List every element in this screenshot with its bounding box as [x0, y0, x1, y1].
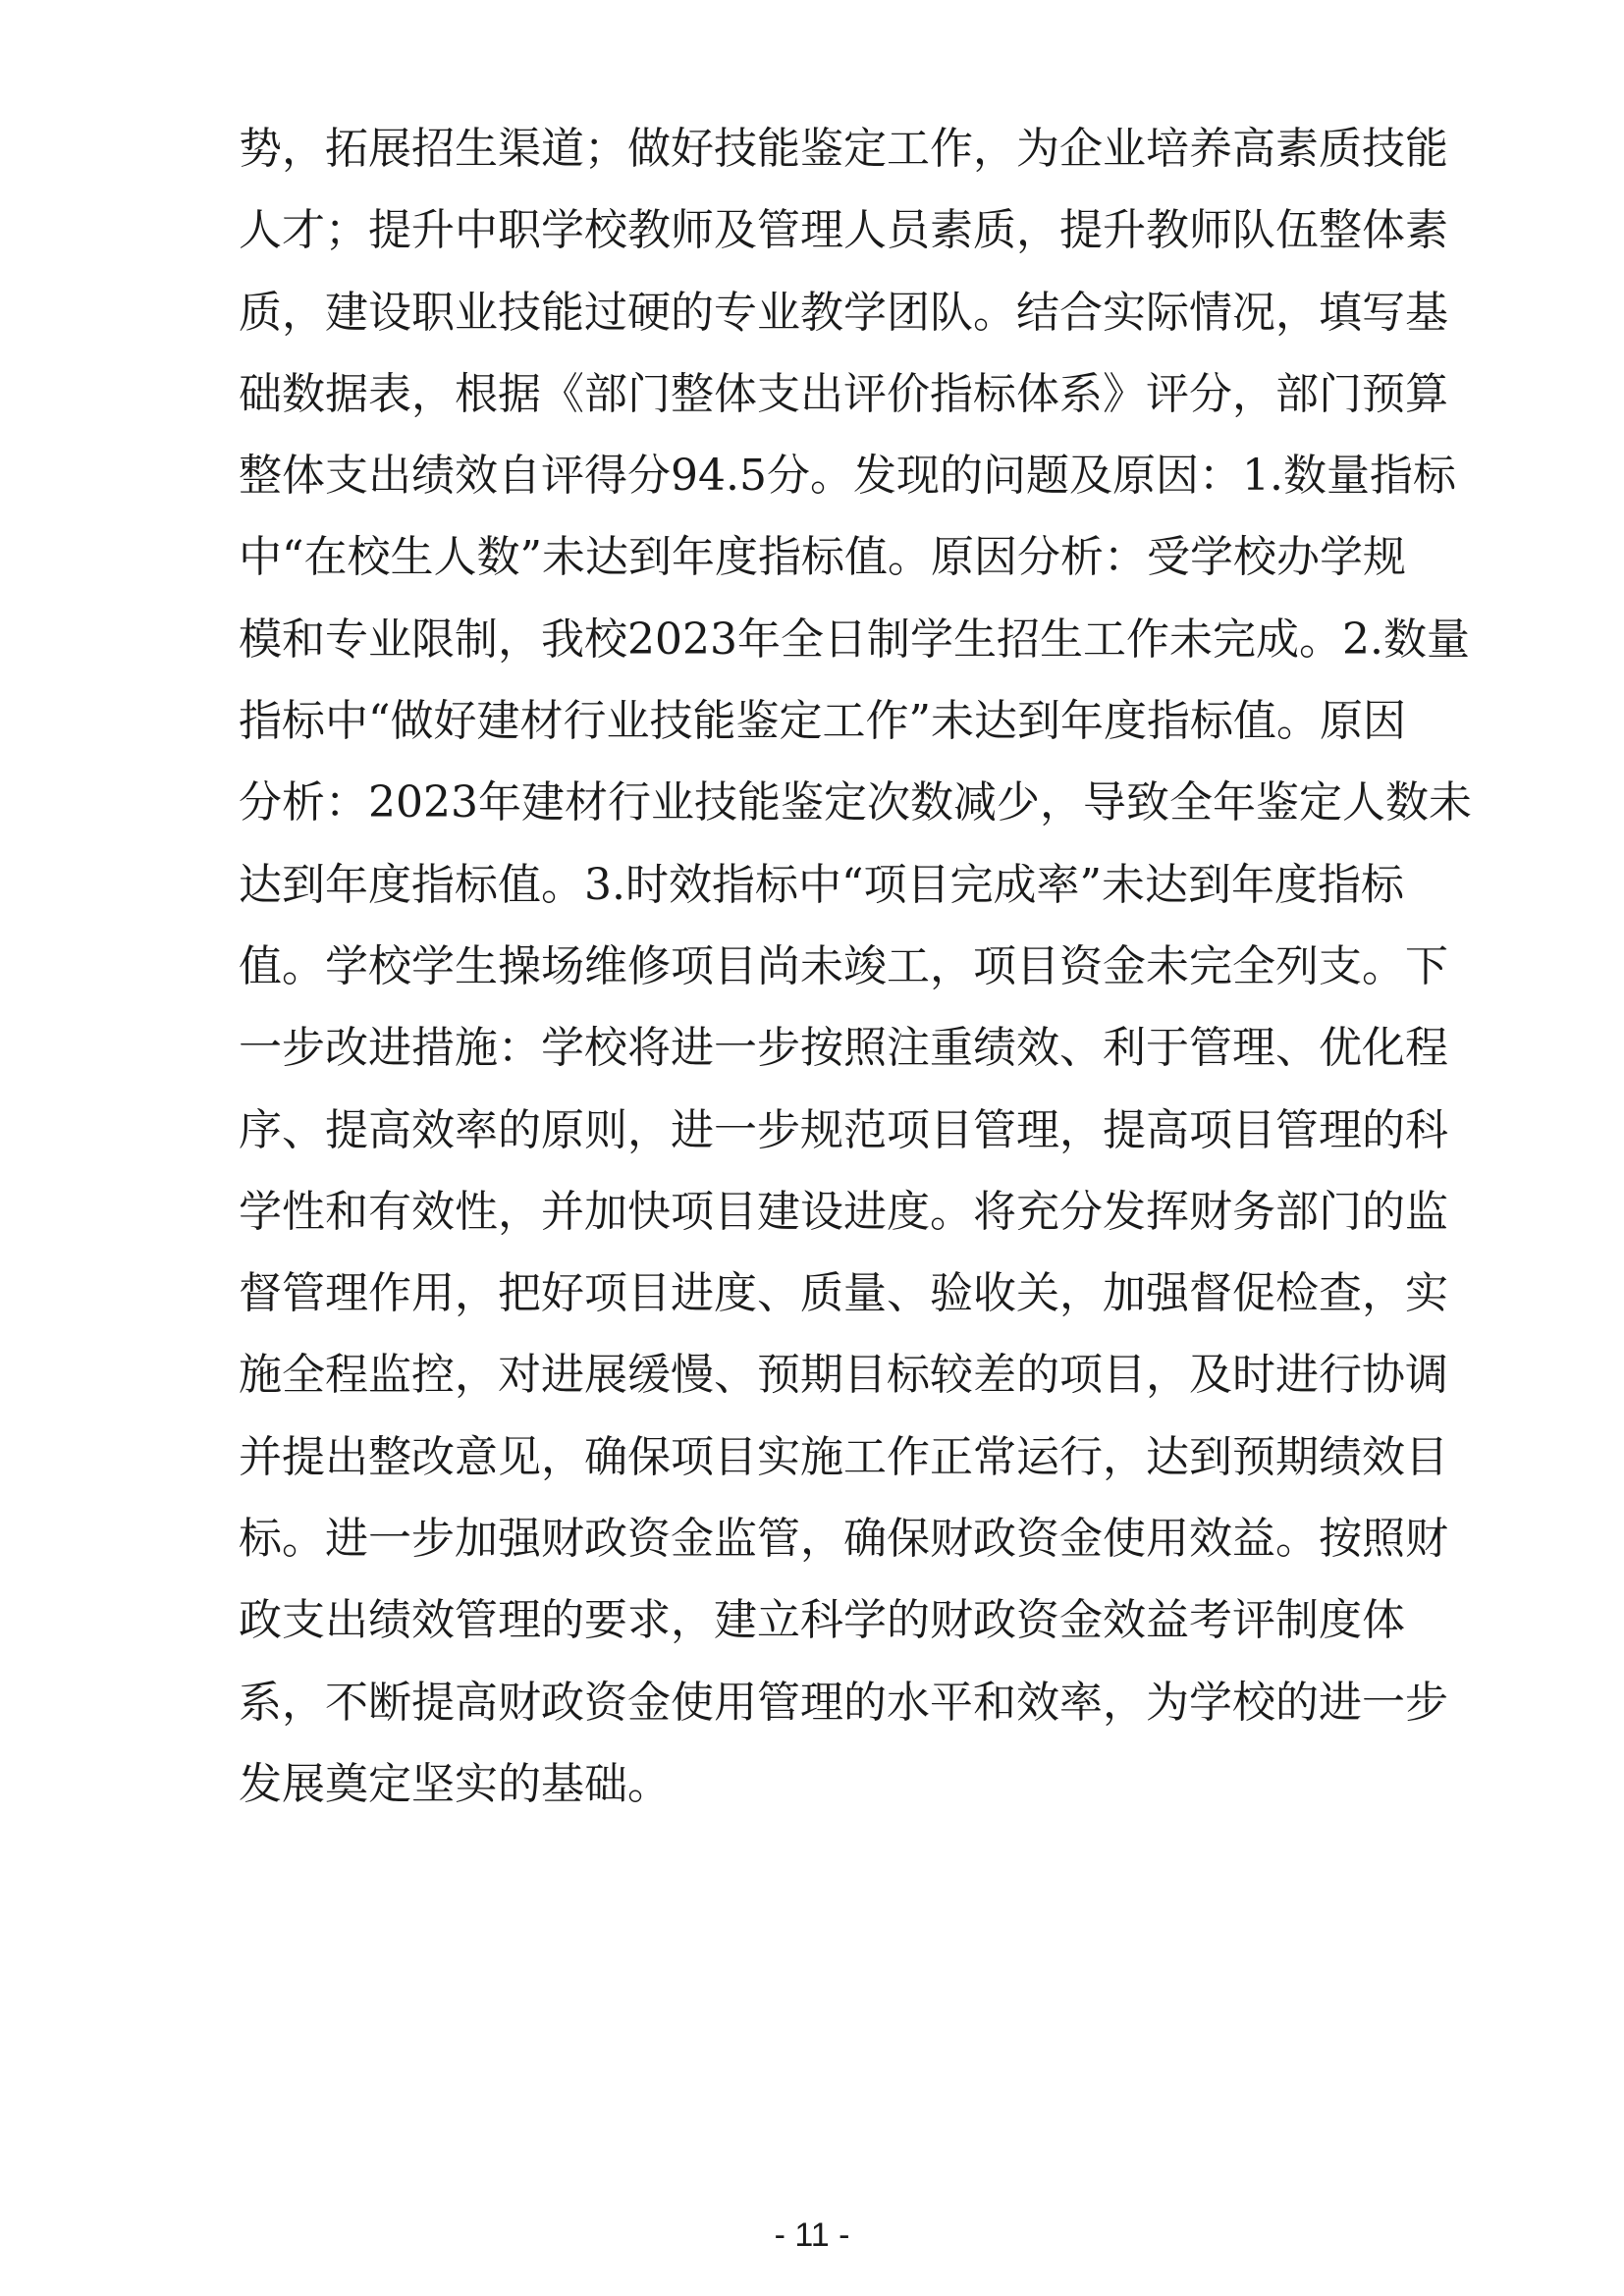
- text-line: 督管理作用，把好项目进度、质量、验收关，加强督促检查，实: [239, 1268, 1448, 1319]
- text-line: 整体支出绩效自评得分94.5分。发现的问题及原因：1.数量指标: [239, 451, 1456, 502]
- body-paragraph: [239, 108, 1472, 1825]
- text-line: 发展奠定坚实的基础。: [239, 1758, 671, 1809]
- page-number: - 11 -: [774, 2216, 850, 2254]
- text-line: 指标中“做好建材行业技能鉴定工作”未达到年度指标值。原因: [239, 696, 1406, 747]
- text-line: 值。学校学生操场维修项目尚未竣工，项目资金未完全列支。下: [239, 940, 1448, 991]
- text-line: 并提出整改意见，确保项目实施工作正常运行，达到预期绩效目: [239, 1431, 1448, 1482]
- text-line: 达到年度指标值。3.时效指标中“项目完成率”未达到年度指标: [239, 859, 1404, 910]
- text-line: 势，拓展招生渠道；做好技能鉴定工作，为企业培养高素质技能: [239, 124, 1448, 174]
- text-line: 学性和有效性，并加快项目建设进度。将充分发挥财务部门的监: [239, 1186, 1448, 1237]
- text-line: 标。进一步加强财政资金监管，确保财政资金使用效益。按照财: [239, 1514, 1448, 1565]
- text-line: 模和专业限制，我校2023年全日制学生招生工作未完成。2.数量: [239, 614, 1470, 665]
- text-line: 分析：2023年建材行业技能鉴定次数减少，导致全年鉴定人数未: [239, 777, 1472, 828]
- text-line: 序、提高效率的原则，进一步规范项目管理，提高项目管理的科: [239, 1104, 1448, 1155]
- text-line: 人才；提升中职学校教师及管理人员素质，提升教师队伍整体素: [239, 205, 1448, 256]
- text-line: 系，不断提高财政资金使用管理的水平和效率，为学校的进一步: [239, 1677, 1448, 1728]
- text-line: 一步改进措施：学校将进一步按照注重绩效、利于管理、优化程: [239, 1023, 1448, 1074]
- text-line: 政支出绩效管理的要求，建立科学的财政资金效益考评制度体: [239, 1595, 1405, 1646]
- text-line: 施全程监控，对进展缓慢、预期目标较差的项目，及时进行协调: [239, 1350, 1448, 1401]
- text-line: 质，建设职业技能过硬的专业教学团队。结合实际情况，填写基: [239, 287, 1448, 338]
- text-line: 中“在校生人数”未达到年度指标值。原因分析：受学校办学规: [239, 532, 1406, 583]
- text-line: 础数据表，根据《部门整体支出评价指标体系》评分，部门预算: [239, 368, 1448, 419]
